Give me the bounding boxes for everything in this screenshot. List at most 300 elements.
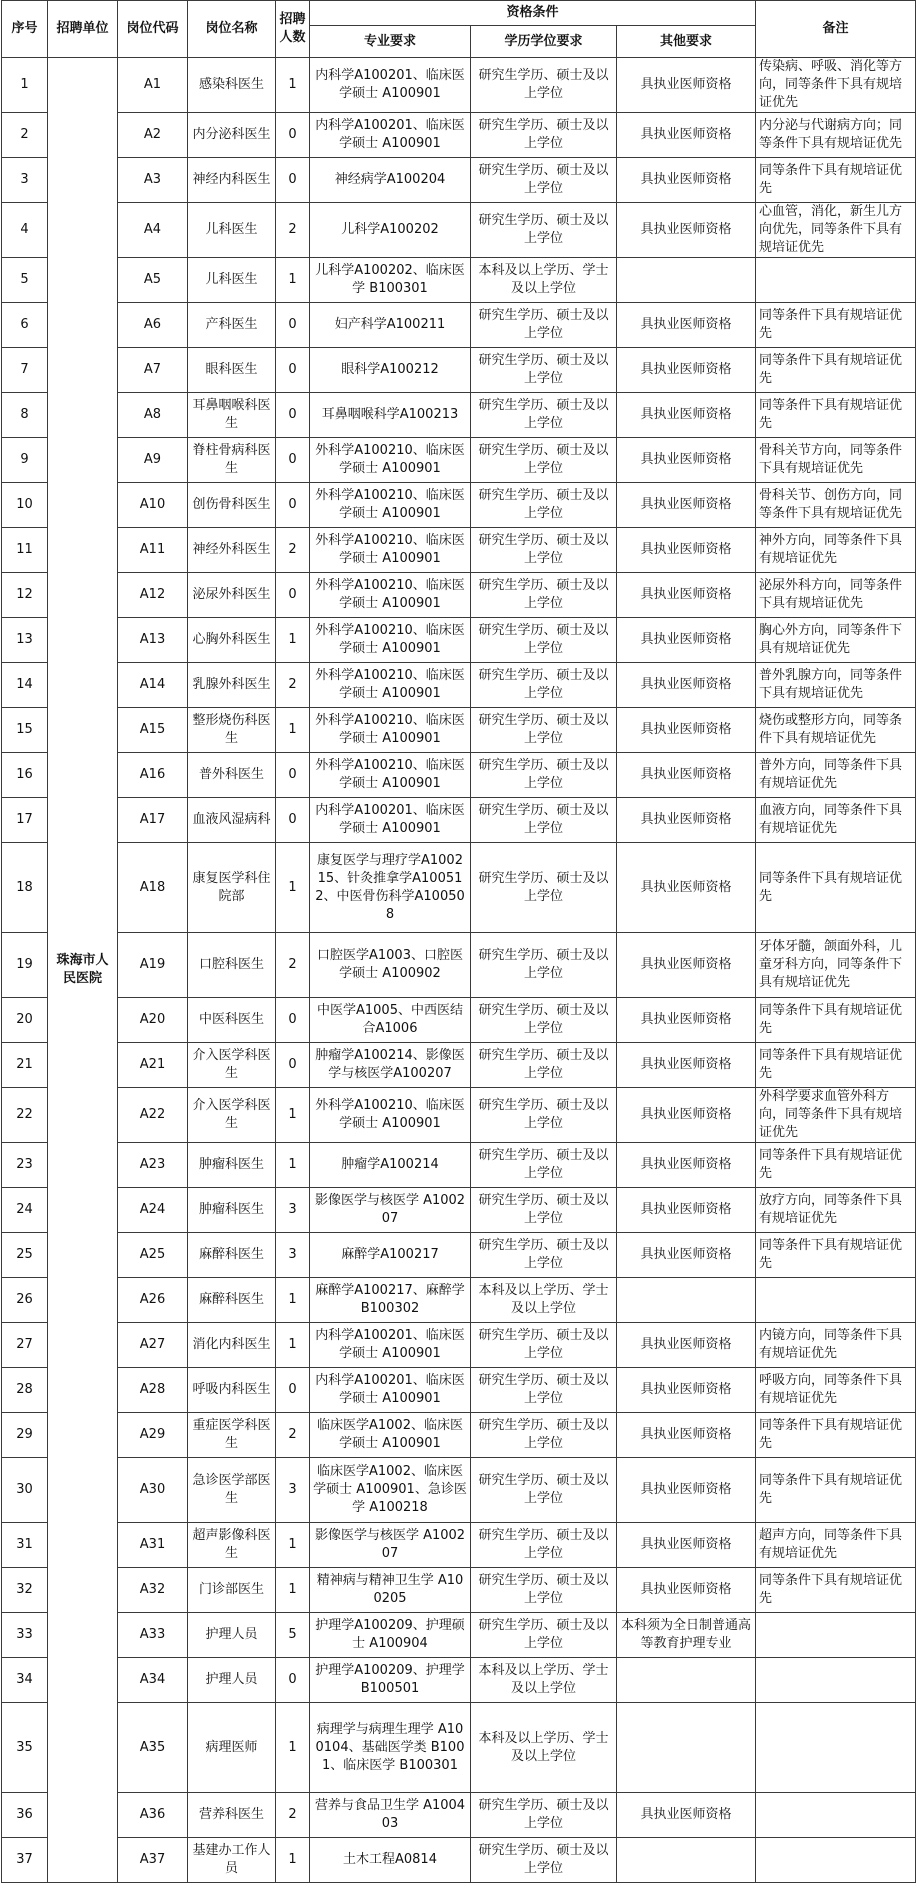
cell-seq: 13 xyxy=(2,618,48,663)
cell-seq: 35 xyxy=(2,1703,48,1793)
cell-count: 2 xyxy=(276,1793,310,1838)
cell-seq: 4 xyxy=(2,203,48,258)
cell-name: 重症医学科医生 xyxy=(188,1413,276,1458)
cell-count: 1 xyxy=(276,843,310,933)
cell-code: A7 xyxy=(118,348,188,393)
cell-other xyxy=(617,258,756,303)
cell-seq: 11 xyxy=(2,528,48,573)
table-row xyxy=(2,753,916,798)
cell-name: 血液风湿病科 xyxy=(188,798,276,843)
cell-other: 具执业医师资格 xyxy=(617,1188,756,1233)
cell-count: 3 xyxy=(276,1458,310,1523)
table-row xyxy=(2,1458,916,1523)
cell-other: 具执业医师资格 xyxy=(617,203,756,258)
cell-code: A17 xyxy=(118,798,188,843)
cell-count: 0 xyxy=(276,113,310,158)
cell-degree: 研究生学历、硕士及以上学位 xyxy=(471,1323,617,1368)
cell-count: 1 xyxy=(276,1568,310,1613)
cell-degree: 研究生学历、硕士及以上学位 xyxy=(471,1233,617,1278)
cell-other: 具执业医师资格 xyxy=(617,1413,756,1458)
cell-count: 0 xyxy=(276,158,310,203)
cell-name: 消化内科医生 xyxy=(188,1323,276,1368)
cell-degree: 研究生学历、硕士及以上学位 xyxy=(471,158,617,203)
cell-name: 基建办工作人员 xyxy=(188,1838,276,1883)
cell-other: 具执业医师资格 xyxy=(617,1143,756,1188)
cell-note: 呼吸方向，同等条件下具有规培证优先 xyxy=(756,1368,916,1413)
header-unit: 招聘单位 xyxy=(48,1,118,58)
cell-degree: 研究生学历、硕士及以上学位 xyxy=(471,843,617,933)
cell-name: 脊柱骨病科医生 xyxy=(188,438,276,483)
header-code: 岗位代码 xyxy=(118,1,188,58)
cell-code: A12 xyxy=(118,573,188,618)
cell-major: 儿科学A100202、临床医学 B100301 xyxy=(310,258,471,303)
table-row xyxy=(2,708,916,753)
cell-code: A24 xyxy=(118,1188,188,1233)
cell-name: 心胸外科医生 xyxy=(188,618,276,663)
cell-other xyxy=(617,1278,756,1323)
cell-seq: 2 xyxy=(2,113,48,158)
cell-other: 具执业医师资格 xyxy=(617,843,756,933)
cell-code: A9 xyxy=(118,438,188,483)
cell-major: 麻醉学A100217、麻醉学 B100302 xyxy=(310,1278,471,1323)
cell-code: A6 xyxy=(118,303,188,348)
cell-major: 耳鼻咽喉科学A100213 xyxy=(310,393,471,438)
cell-name: 呼吸内科医生 xyxy=(188,1368,276,1413)
cell-count: 0 xyxy=(276,483,310,528)
cell-code: A28 xyxy=(118,1368,188,1413)
cell-major: 精神病与精神卫生学 A100205 xyxy=(310,1568,471,1613)
cell-seq: 5 xyxy=(2,258,48,303)
cell-other: 具执业医师资格 xyxy=(617,573,756,618)
cell-other: 具执业医师资格 xyxy=(617,753,756,798)
cell-degree: 研究生学历、硕士及以上学位 xyxy=(471,203,617,258)
cell-degree: 研究生学历、硕士及以上学位 xyxy=(471,708,617,753)
cell-seq: 1 xyxy=(2,58,48,113)
cell-count: 0 xyxy=(276,753,310,798)
table-row xyxy=(2,1703,916,1793)
table-row xyxy=(2,1143,916,1188)
table-row xyxy=(2,1658,916,1703)
cell-name: 门诊部医生 xyxy=(188,1568,276,1613)
cell-code: A10 xyxy=(118,483,188,528)
cell-code: A14 xyxy=(118,663,188,708)
cell-name: 康复医学科住院部 xyxy=(188,843,276,933)
cell-other: 具执业医师资格 xyxy=(617,158,756,203)
table-row xyxy=(2,933,916,998)
cell-major: 临床医学A1002、临床医学硕士 A100901、急诊医学 A100218 xyxy=(310,1458,471,1523)
cell-major: 内科学A100201、临床医学硕士 A100901 xyxy=(310,798,471,843)
table-row xyxy=(2,1088,916,1143)
cell-other: 具执业医师资格 xyxy=(617,1793,756,1838)
cell-note: 同等条件下具有规培证优先 xyxy=(756,998,916,1043)
cell-note: 传染病、呼吸、消化等方向，同等条件下具有规培证优先 xyxy=(756,58,916,113)
cell-note: 神外方向，同等条件下具有规培证优先 xyxy=(756,528,916,573)
cell-degree: 研究生学历、硕士及以上学位 xyxy=(471,1458,617,1523)
cell-code: A25 xyxy=(118,1233,188,1278)
cell-degree: 研究生学历、硕士及以上学位 xyxy=(471,1568,617,1613)
cell-code: A23 xyxy=(118,1143,188,1188)
cell-code: A35 xyxy=(118,1703,188,1793)
cell-degree: 研究生学历、硕士及以上学位 xyxy=(471,1413,617,1458)
cell-major: 口腔医学A1003、口腔医学硕士 A100902 xyxy=(310,933,471,998)
cell-other: 具执业医师资格 xyxy=(617,933,756,998)
cell-code: A37 xyxy=(118,1838,188,1883)
cell-degree: 研究生学历、硕士及以上学位 xyxy=(471,1188,617,1233)
cell-code: A18 xyxy=(118,843,188,933)
cell-code: A27 xyxy=(118,1323,188,1368)
cell-note xyxy=(756,258,916,303)
cell-count: 0 xyxy=(276,303,310,348)
cell-degree: 研究生学历、硕士及以上学位 xyxy=(471,1368,617,1413)
cell-seq: 36 xyxy=(2,1793,48,1838)
cell-seq: 6 xyxy=(2,303,48,348)
cell-seq: 12 xyxy=(2,573,48,618)
cell-count: 1 xyxy=(276,1838,310,1883)
cell-count: 2 xyxy=(276,528,310,573)
cell-name: 介入医学科医生 xyxy=(188,1088,276,1143)
cell-count: 0 xyxy=(276,1368,310,1413)
cell-count: 1 xyxy=(276,708,310,753)
cell-other: 具执业医师资格 xyxy=(617,1523,756,1568)
cell-name: 儿科医生 xyxy=(188,203,276,258)
cell-note: 内分泌与代谢病方向；同等条件下具有规培证优先 xyxy=(756,113,916,158)
cell-other: 具执业医师资格 xyxy=(617,1568,756,1613)
table-row xyxy=(2,1043,916,1088)
cell-count: 1 xyxy=(276,618,310,663)
table-row xyxy=(2,1368,916,1413)
table-row xyxy=(2,1233,916,1278)
cell-name: 乳腺外科医生 xyxy=(188,663,276,708)
cell-seq: 26 xyxy=(2,1278,48,1323)
cell-other: 具执业医师资格 xyxy=(617,1088,756,1143)
cell-degree: 研究生学历、硕士及以上学位 xyxy=(471,303,617,348)
cell-seq: 31 xyxy=(2,1523,48,1568)
cell-degree: 研究生学历、硕士及以上学位 xyxy=(471,1523,617,1568)
table-row xyxy=(2,663,916,708)
cell-seq: 3 xyxy=(2,158,48,203)
cell-count: 0 xyxy=(276,1043,310,1088)
cell-note xyxy=(756,1838,916,1883)
cell-major: 肿瘤学A100214 xyxy=(310,1143,471,1188)
cell-major: 病理学与病理生理学 A100104、基础医学类 B1001、临床医学 B100301 xyxy=(310,1703,471,1793)
cell-degree: 研究生学历、硕士及以上学位 xyxy=(471,798,617,843)
cell-name: 麻醉科医生 xyxy=(188,1233,276,1278)
cell-note: 同等条件下具有规培证优先 xyxy=(756,1143,916,1188)
cell-name: 口腔科医生 xyxy=(188,933,276,998)
cell-code: A36 xyxy=(118,1793,188,1838)
table-row xyxy=(2,798,916,843)
cell-degree: 研究生学历、硕士及以上学位 xyxy=(471,998,617,1043)
cell-count: 1 xyxy=(276,1088,310,1143)
header-other: 其他要求 xyxy=(617,26,756,58)
table-row xyxy=(2,1568,916,1613)
cell-name: 急诊医学部医生 xyxy=(188,1458,276,1523)
cell-other xyxy=(617,1703,756,1793)
cell-count: 1 xyxy=(276,1523,310,1568)
cell-count: 0 xyxy=(276,573,310,618)
cell-seq: 29 xyxy=(2,1413,48,1458)
cell-degree: 研究生学历、硕士及以上学位 xyxy=(471,573,617,618)
cell-degree: 研究生学历、硕士及以上学位 xyxy=(471,528,617,573)
header-major: 专业要求 xyxy=(310,26,471,58)
cell-code: A16 xyxy=(118,753,188,798)
cell-code: A5 xyxy=(118,258,188,303)
cell-code: A20 xyxy=(118,998,188,1043)
cell-note: 烧伤或整形方向，同等条件下具有规培证优先 xyxy=(756,708,916,753)
table-row xyxy=(2,1523,916,1568)
cell-note: 放疗方向，同等条件下具有规培证优先 xyxy=(756,1188,916,1233)
cell-name: 神经外科医生 xyxy=(188,528,276,573)
cell-major: 肿瘤学A100214、影像医学与核医学A100207 xyxy=(310,1043,471,1088)
cell-count: 0 xyxy=(276,348,310,393)
table-row xyxy=(2,303,916,348)
cell-degree: 研究生学历、硕士及以上学位 xyxy=(471,933,617,998)
cell-degree: 本科及以上学历、学士及以上学位 xyxy=(471,1703,617,1793)
cell-degree: 本科及以上学历、学士及以上学位 xyxy=(471,1658,617,1703)
cell-major: 土木工程A0814 xyxy=(310,1838,471,1883)
cell-code: A31 xyxy=(118,1523,188,1568)
cell-seq: 8 xyxy=(2,393,48,438)
cell-count: 0 xyxy=(276,1658,310,1703)
cell-code: A29 xyxy=(118,1413,188,1458)
cell-other: 具执业医师资格 xyxy=(617,348,756,393)
cell-note: 血液方向，同等条件下具有规培证优先 xyxy=(756,798,916,843)
cell-note: 骨科关节、创伤方向，同等条件下具有规培证优先 xyxy=(756,483,916,528)
cell-code: A8 xyxy=(118,393,188,438)
cell-major: 内科学A100201、临床医学硕士 A100901 xyxy=(310,1323,471,1368)
cell-major: 中医学A1005、中西医结合A1006 xyxy=(310,998,471,1043)
cell-count: 1 xyxy=(276,58,310,113)
cell-note: 胸心外方向，同等条件下具有规培证优先 xyxy=(756,618,916,663)
cell-code: A11 xyxy=(118,528,188,573)
cell-major: 影像医学与核医学 A100207 xyxy=(310,1523,471,1568)
cell-seq: 34 xyxy=(2,1658,48,1703)
cell-name: 介入医学科医生 xyxy=(188,1043,276,1088)
cell-degree: 研究生学历、硕士及以上学位 xyxy=(471,438,617,483)
cell-other: 具执业医师资格 xyxy=(617,663,756,708)
table-row xyxy=(2,618,916,663)
cell-count: 3 xyxy=(276,1188,310,1233)
cell-count: 2 xyxy=(276,933,310,998)
cell-count: 2 xyxy=(276,1413,310,1458)
cell-degree: 研究生学历、硕士及以上学位 xyxy=(471,753,617,798)
cell-count: 1 xyxy=(276,258,310,303)
cell-code: A15 xyxy=(118,708,188,753)
cell-name: 肿瘤科医生 xyxy=(188,1188,276,1233)
cell-count: 0 xyxy=(276,393,310,438)
cell-code: A34 xyxy=(118,1658,188,1703)
cell-other: 具执业医师资格 xyxy=(617,1368,756,1413)
cell-degree: 研究生学历、硕士及以上学位 xyxy=(471,618,617,663)
cell-degree: 研究生学历、硕士及以上学位 xyxy=(471,393,617,438)
cell-major: 儿科学A100202 xyxy=(310,203,471,258)
cell-code: A32 xyxy=(118,1568,188,1613)
cell-degree: 研究生学历、硕士及以上学位 xyxy=(471,1838,617,1883)
table-row xyxy=(2,258,916,303)
cell-other xyxy=(617,1658,756,1703)
cell-note: 泌尿外科方向，同等条件下具有规培证优先 xyxy=(756,573,916,618)
cell-seq: 14 xyxy=(2,663,48,708)
cell-note: 同等条件下具有规培证优先 xyxy=(756,1458,916,1523)
cell-major: 神经病学A100204 xyxy=(310,158,471,203)
cell-other: 具执业医师资格 xyxy=(617,1043,756,1088)
table-row xyxy=(2,158,916,203)
cell-name: 病理医师 xyxy=(188,1703,276,1793)
cell-count: 0 xyxy=(276,438,310,483)
cell-code: A13 xyxy=(118,618,188,663)
cell-seq: 18 xyxy=(2,843,48,933)
cell-other: 具执业医师资格 xyxy=(617,708,756,753)
cell-other: 具执业医师资格 xyxy=(617,528,756,573)
cell-major: 外科学A100210、临床医学硕士 A100901 xyxy=(310,618,471,663)
cell-name: 泌尿外科医生 xyxy=(188,573,276,618)
cell-major: 外科学A100210、临床医学硕士 A100901 xyxy=(310,528,471,573)
cell-count: 0 xyxy=(276,998,310,1043)
cell-seq: 25 xyxy=(2,1233,48,1278)
cell-other: 本科须为全日制普通高等教育护理专业 xyxy=(617,1613,756,1658)
header-name: 岗位名称 xyxy=(188,1,276,58)
cell-code: A1 xyxy=(118,58,188,113)
cell-count: 2 xyxy=(276,203,310,258)
cell-degree: 研究生学历、硕士及以上学位 xyxy=(471,663,617,708)
cell-count: 0 xyxy=(276,798,310,843)
cell-seq: 22 xyxy=(2,1088,48,1143)
cell-other: 具执业医师资格 xyxy=(617,303,756,348)
cell-name: 儿科医生 xyxy=(188,258,276,303)
cell-major: 妇产科学A100211 xyxy=(310,303,471,348)
cell-other: 具执业医师资格 xyxy=(617,1458,756,1523)
cell-degree: 研究生学历、硕士及以上学位 xyxy=(471,1143,617,1188)
table-row xyxy=(2,203,916,258)
cell-degree: 研究生学历、硕士及以上学位 xyxy=(471,1043,617,1088)
cell-note: 同等条件下具有规培证优先 xyxy=(756,348,916,393)
cell-seq: 23 xyxy=(2,1143,48,1188)
cell-major: 外科学A100210、临床医学硕士 A100901 xyxy=(310,483,471,528)
cell-degree: 研究生学历、硕士及以上学位 xyxy=(471,58,617,113)
cell-major: 外科学A100210、临床医学硕士 A100901 xyxy=(310,663,471,708)
cell-note: 同等条件下具有规培证优先 xyxy=(756,393,916,438)
cell-major: 外科学A100210、临床医学硕士 A100901 xyxy=(310,573,471,618)
cell-seq: 7 xyxy=(2,348,48,393)
cell-name: 整形烧伤科医生 xyxy=(188,708,276,753)
cell-major: 外科学A100210、临床医学硕士 A100901 xyxy=(310,438,471,483)
cell-count: 5 xyxy=(276,1613,310,1658)
cell-code: A19 xyxy=(118,933,188,998)
cell-seq: 32 xyxy=(2,1568,48,1613)
cell-note: 普外乳腺方向，同等条件下具有规培证优先 xyxy=(756,663,916,708)
cell-note: 内镜方向，同等条件下具有规培证优先 xyxy=(756,1323,916,1368)
cell-note xyxy=(756,1613,916,1658)
table-row xyxy=(2,393,916,438)
cell-count: 2 xyxy=(276,663,310,708)
cell-code: A30 xyxy=(118,1458,188,1523)
cell-note: 牙体牙髓，颌面外科，儿童牙科方向，同等条件下具有规培证优先 xyxy=(756,933,916,998)
cell-seq: 19 xyxy=(2,933,48,998)
cell-note: 同等条件下具有规培证优先 xyxy=(756,843,916,933)
table-row xyxy=(2,438,916,483)
cell-note xyxy=(756,1703,916,1793)
cell-other: 具执业医师资格 xyxy=(617,113,756,158)
cell-other: 具执业医师资格 xyxy=(617,1233,756,1278)
cell-major: 内科学A100201、临床医学硕士 A100901 xyxy=(310,58,471,113)
table-row xyxy=(2,483,916,528)
cell-name: 耳鼻咽喉科医生 xyxy=(188,393,276,438)
cell-note: 普外方向，同等条件下具有规培证优先 xyxy=(756,753,916,798)
cell-other: 具执业医师资格 xyxy=(617,483,756,528)
cell-count: 1 xyxy=(276,1703,310,1793)
cell-seq: 33 xyxy=(2,1613,48,1658)
cell-note: 同等条件下具有规培证优先 xyxy=(756,1233,916,1278)
header-degree: 学历学位要求 xyxy=(471,26,617,58)
table-row xyxy=(2,348,916,393)
cell-other: 具执业医师资格 xyxy=(617,58,756,113)
recruitment-table xyxy=(1,0,916,1883)
cell-other xyxy=(617,1838,756,1883)
cell-seq: 24 xyxy=(2,1188,48,1233)
cell-note: 同等条件下具有规培证优先 xyxy=(756,303,916,348)
cell-name: 护理人员 xyxy=(188,1658,276,1703)
header-note: 备注 xyxy=(756,1,916,58)
table-body xyxy=(2,58,916,1883)
cell-seq: 27 xyxy=(2,1323,48,1368)
cell-degree: 研究生学历、硕士及以上学位 xyxy=(471,1793,617,1838)
cell-seq: 15 xyxy=(2,708,48,753)
header-seq: 序号 xyxy=(2,1,48,58)
table-row xyxy=(2,58,916,113)
cell-count: 3 xyxy=(276,1233,310,1278)
cell-major: 护理学A100209、护理学 B100501 xyxy=(310,1658,471,1703)
cell-major: 临床医学A1002、临床医学硕士 A100901 xyxy=(310,1413,471,1458)
cell-name: 中医科医生 xyxy=(188,998,276,1043)
cell-note: 外科学要求血管外科方向，同等条件下具有规培证优先 xyxy=(756,1088,916,1143)
cell-seq: 16 xyxy=(2,753,48,798)
cell-note: 骨科关节方向，同等条件下具有规培证优先 xyxy=(756,438,916,483)
cell-name: 肿瘤科医生 xyxy=(188,1143,276,1188)
table-row xyxy=(2,1413,916,1458)
cell-name: 创伤骨科医生 xyxy=(188,483,276,528)
cell-other: 具执业医师资格 xyxy=(617,393,756,438)
cell-major: 护理学A100209、护理硕士 A100904 xyxy=(310,1613,471,1658)
cell-seq: 17 xyxy=(2,798,48,843)
cell-count: 1 xyxy=(276,1278,310,1323)
table-row xyxy=(2,998,916,1043)
cell-name: 麻醉科医生 xyxy=(188,1278,276,1323)
cell-other: 具执业医师资格 xyxy=(617,618,756,663)
cell-name: 产科医生 xyxy=(188,303,276,348)
cell-major: 影像医学与核医学 A100207 xyxy=(310,1188,471,1233)
cell-code: A22 xyxy=(118,1088,188,1143)
cell-degree: 本科及以上学历、学士及以上学位 xyxy=(471,258,617,303)
cell-name: 内分泌科医生 xyxy=(188,113,276,158)
cell-degree: 本科及以上学历、学士及以上学位 xyxy=(471,1278,617,1323)
cell-degree: 研究生学历、硕士及以上学位 xyxy=(471,348,617,393)
cell-note xyxy=(756,1278,916,1323)
cell-count: 1 xyxy=(276,1323,310,1368)
cell-major: 康复医学与理疗学A100215、针灸推拿学A100512、中医骨伤科学A100508 xyxy=(310,843,471,933)
table-row xyxy=(2,573,916,618)
table-row xyxy=(2,1188,916,1233)
cell-seq: 37 xyxy=(2,1838,48,1883)
cell-seq: 30 xyxy=(2,1458,48,1523)
cell-seq: 21 xyxy=(2,1043,48,1088)
header-count: 招聘人数 xyxy=(276,1,310,58)
table-row xyxy=(2,843,916,933)
cell-count: 1 xyxy=(276,1143,310,1188)
table-row xyxy=(2,1613,916,1658)
cell-name: 营养科医生 xyxy=(188,1793,276,1838)
cell-code: A21 xyxy=(118,1043,188,1088)
cell-seq: 28 xyxy=(2,1368,48,1413)
